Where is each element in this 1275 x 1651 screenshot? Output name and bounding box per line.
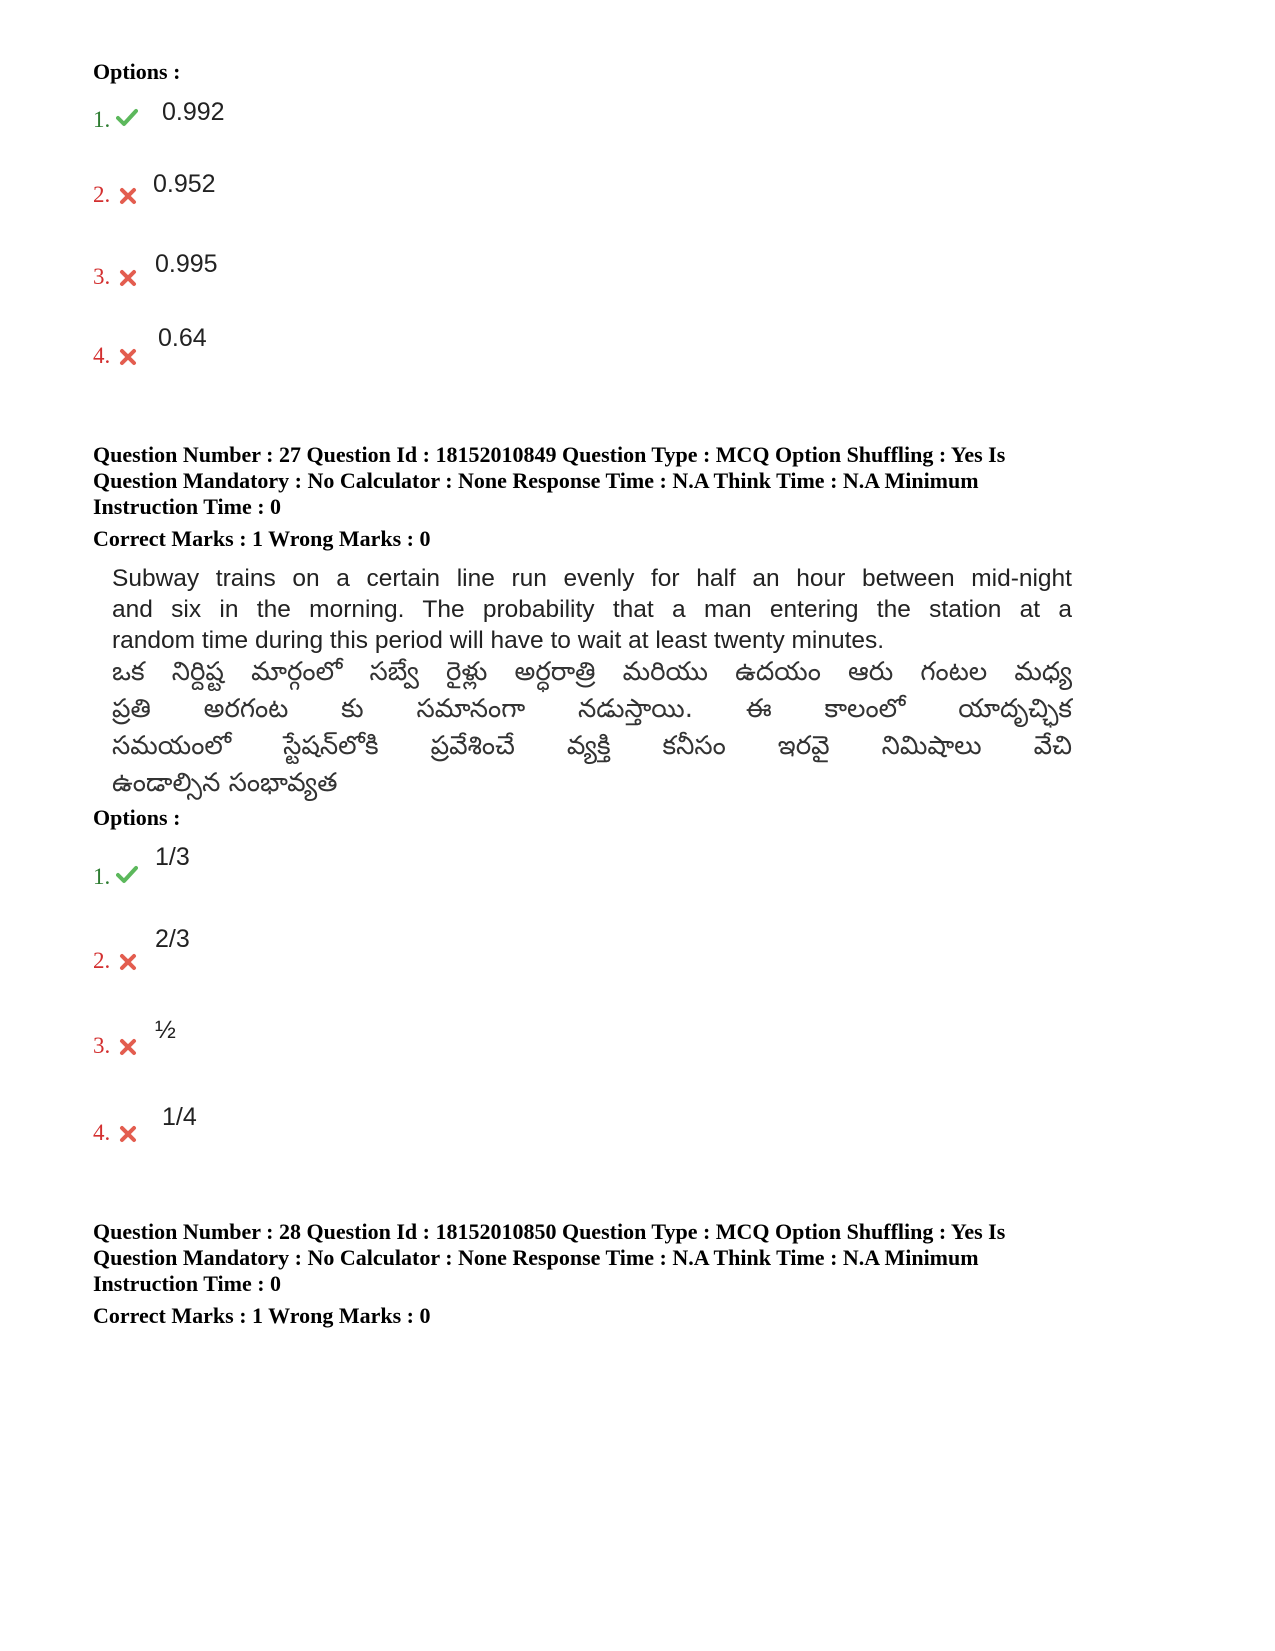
question-meta-line: Question Number : 28 Question Id : 18152010850 Question Type : MCQ Option Shuffling : Yes Is xyxy=(93,1219,1006,1244)
question-text-line: ఒక నిర్దిష్ట మార్గంలో సబ్వే రైళ్లు అర్ధరాత్రి మరియు ఉదయం ఆరు గంటల మధ్య xyxy=(112,657,1072,687)
option-value: 0.64 xyxy=(158,324,207,352)
check-mark-icon xyxy=(116,863,138,885)
cross-mark-icon xyxy=(118,952,140,974)
cross-mark-icon xyxy=(118,347,140,369)
option-value: 1/4 xyxy=(162,1103,197,1131)
option-value: 2/3 xyxy=(155,925,190,953)
option-value: 0.952 xyxy=(153,170,216,198)
option-number: 3. xyxy=(93,1033,111,1058)
options-label: Options : xyxy=(93,805,181,830)
option-number: 4. xyxy=(93,1120,111,1145)
cross-mark-icon xyxy=(118,268,140,290)
option-number: 2. xyxy=(93,948,111,973)
question-text-line: ఉండాల్సిన సంభావ్యత xyxy=(112,768,338,798)
option-value: ½ xyxy=(155,1016,176,1044)
question-marks: Correct Marks : 1 Wrong Marks : 0 xyxy=(93,526,431,551)
question-marks: Correct Marks : 1 Wrong Marks : 0 xyxy=(93,1303,431,1328)
cross-mark-icon xyxy=(118,1037,140,1059)
question-text-line: ప్రతి అరగంట కు సమానంగా నడుస్తాయి. ఈ కాలంలో యాదృచ్ఛిక xyxy=(112,694,1072,724)
question-text-telugu xyxy=(112,654,1072,802)
question-text-english xyxy=(112,563,1072,656)
options-label: Options : xyxy=(93,59,181,84)
option-number: 1. xyxy=(93,107,111,132)
cross-mark-icon xyxy=(118,186,140,208)
cross-mark-icon xyxy=(118,1124,140,1146)
question-text-line: సమయంలో స్టేషన్‌లోకి ప్రవేశించే వ్యక్తి కనీసం ఇరవై నిమిషాలు వేచి xyxy=(112,731,1072,761)
question-meta-line: Question Mandatory : No Calculator : None Response Time : N.A Think Time : N.A Minimum xyxy=(93,1245,979,1270)
question-text-line: random time during this period will have to wait at least twenty minutes. xyxy=(112,627,885,654)
option-number: 2. xyxy=(93,182,111,207)
option-number: 1. xyxy=(93,864,111,889)
check-mark-icon xyxy=(116,106,138,128)
option-number: 4. xyxy=(93,343,111,368)
question-meta-line: Instruction Time : 0 xyxy=(93,494,282,519)
option-value: 1/3 xyxy=(155,843,190,871)
question-text-line: Subway trains on a certain line run evenly for half an hour between mid-night xyxy=(112,565,1072,592)
question-text-line: and six in the morning. The probability that a man entering the station at a xyxy=(112,596,1072,623)
question-meta-line: Instruction Time : 0 xyxy=(93,1271,282,1296)
option-value: 0.995 xyxy=(155,250,218,278)
option-value: 0.992 xyxy=(162,98,225,126)
question-meta-line: Question Mandatory : No Calculator : None Response Time : N.A Think Time : N.A Minimum xyxy=(93,468,979,493)
option-number: 3. xyxy=(93,264,111,289)
question-meta-line: Question Number : 27 Question Id : 18152010849 Question Type : MCQ Option Shuffling : Yes Is xyxy=(93,442,1006,467)
